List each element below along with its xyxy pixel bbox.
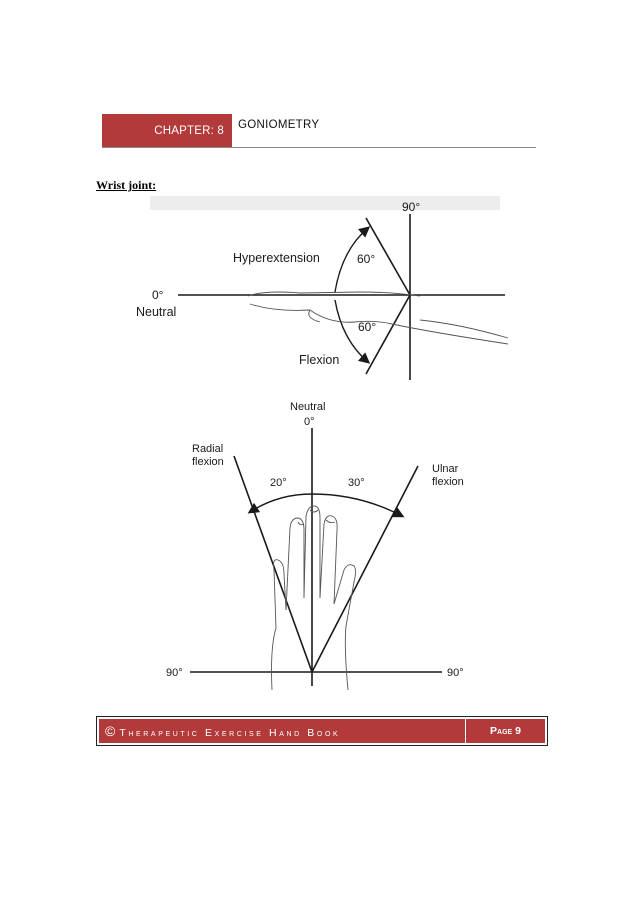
label-0: 0° xyxy=(152,288,164,302)
chapter-label: CHAPTER: 8 xyxy=(154,125,224,137)
label-90-left: 90° xyxy=(166,667,183,679)
label-ulnar-1: Ulnar xyxy=(432,463,459,475)
wrist-radial-ulnar-diagram xyxy=(160,398,480,698)
label-neutral-2: Neutral xyxy=(290,401,326,413)
wrist-extension-flexion-diagram xyxy=(130,192,520,387)
angle-ulnar: 30° xyxy=(348,477,365,489)
ulnar-arc xyxy=(312,494,402,516)
copyright-icon: © xyxy=(105,723,116,739)
footer-page-number: Page 9 xyxy=(465,719,545,743)
hand-outline-sketch xyxy=(272,506,356,690)
label-flexion: Flexion xyxy=(299,353,340,367)
angle-radial: 20° xyxy=(270,477,287,489)
section-title: Wrist joint: xyxy=(96,178,157,192)
page-footer xyxy=(96,716,548,746)
footer-band xyxy=(99,719,545,743)
label-90-right: 90° xyxy=(447,667,464,679)
label-ulnar-2: flexion xyxy=(432,476,464,488)
label-neutral: Neutral xyxy=(136,305,177,319)
chapter-label-band xyxy=(102,114,232,148)
flexion-line xyxy=(366,295,410,374)
footer-book-title xyxy=(99,723,465,739)
scan-noise xyxy=(150,196,500,210)
label-90: 90° xyxy=(402,200,421,214)
label-0-2: 0° xyxy=(304,416,315,428)
hand-sketch xyxy=(248,292,508,344)
radial-arc xyxy=(250,494,312,512)
label-radial-2: flexion xyxy=(192,456,224,468)
label-hyperextension: Hyperextension xyxy=(233,251,320,265)
chapter-topic: GONIOMETRY xyxy=(238,119,320,131)
book-title-text: Therapeutic Exercise Hand Book xyxy=(119,727,341,739)
angle-hyperextension: 60° xyxy=(357,252,376,266)
header-divider xyxy=(102,147,536,148)
angle-flexion: 60° xyxy=(358,320,377,334)
ulnar-line xyxy=(312,466,418,672)
label-radial-1: Radial xyxy=(192,443,224,455)
